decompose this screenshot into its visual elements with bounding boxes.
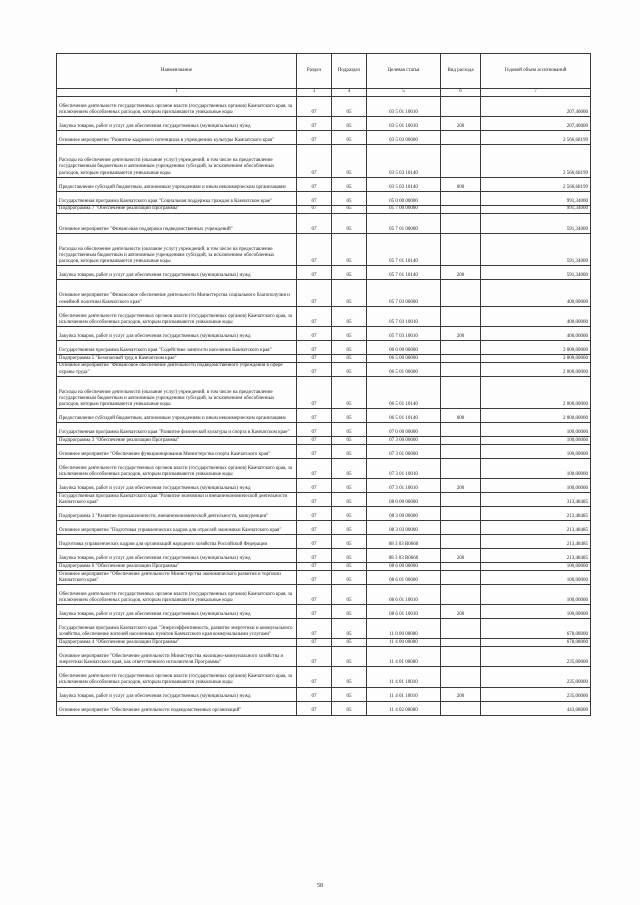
- row-razdel: 07: [297, 97, 332, 117]
- row-name: Закупка товаров, работ и услуг для обеспечения государственных (муниципальных) нужд: [57, 117, 297, 131]
- row-amount: 213,48485: [481, 507, 591, 521]
- row-podrazdel: 05: [332, 306, 367, 326]
- row-name: Подпрограмма 6 "Обеспечение реализации Программы": [57, 563, 297, 571]
- table-row: [57, 117, 591, 131]
- row-razdel: 07: [297, 233, 332, 266]
- row-expense-type: [441, 233, 481, 266]
- row-target-article: 08 6 01 10010: [367, 605, 441, 619]
- row-amount: 2 000,00000: [481, 376, 591, 409]
- row-name: Государственная программа Камчатского края "Энергоэффективность, развитие энергетики и коммунального хозяйства, обеспечение жителей населенных пунктов Камчатского края коммунальными услугами": [57, 619, 297, 639]
- table-row: [57, 280, 591, 306]
- row-name: Основное мероприятие "Обеспечение функционирования Министерства спорта Камчатского края": [57, 445, 297, 459]
- row-expense-type: [441, 667, 481, 687]
- row-target-article: 06 0 00 00000: [367, 340, 441, 354]
- row-expense-type: 600: [441, 409, 481, 423]
- row-target-article: 06 5 00 00000: [367, 354, 441, 362]
- row-amount: 213,48485: [481, 535, 591, 549]
- row-amount: 100,00000: [481, 437, 591, 445]
- table-row: [57, 177, 591, 191]
- row-target-article: 11 4 02 00000: [367, 701, 441, 715]
- row-target-article: 11 4 01 10010: [367, 667, 441, 687]
- row-razdel: 07: [297, 585, 332, 605]
- header-target-article: Целевая статья: [367, 54, 441, 89]
- row-amount: 2 566,68199: [481, 177, 591, 191]
- row-expense-type: [441, 647, 481, 667]
- table-row: [57, 619, 591, 639]
- table-row: [57, 233, 591, 266]
- row-target-article: 08 3 00 00000: [367, 507, 441, 521]
- row-podrazdel: 05: [332, 459, 367, 479]
- row-name: Основное мероприятие "Финансовая поддержка подведомственных учреждений": [57, 213, 297, 233]
- row-amount: 591,34000: [481, 266, 591, 280]
- row-amount: 2 000,00000: [481, 409, 591, 423]
- row-expense-type: [441, 354, 481, 362]
- row-podrazdel: 05: [332, 97, 367, 117]
- row-amount: 400,00000: [481, 306, 591, 326]
- row-expense-type: [441, 340, 481, 354]
- row-amount: 100,00000: [481, 479, 591, 493]
- row-podrazdel: 05: [332, 362, 367, 376]
- row-name: Государственная программа Камчатского края "Содействие занятости населения Камчатского края": [57, 340, 297, 354]
- row-amount: 100,00000: [481, 423, 591, 437]
- row-amount: 235,00000: [481, 687, 591, 701]
- row-name: Государственная программа Камчатского края "Развитие физической культуры и спорта в Камчатском крае": [57, 423, 297, 437]
- row-expense-type: [441, 521, 481, 535]
- row-podrazdel: 05: [332, 409, 367, 423]
- row-amount: 313,48485: [481, 493, 591, 507]
- row-target-article: 03 5 03 10140: [367, 177, 441, 191]
- row-expense-type: [441, 619, 481, 639]
- row-razdel: 07: [297, 535, 332, 549]
- table-row: [57, 479, 591, 493]
- row-razdel: 07: [297, 340, 332, 354]
- row-razdel: 07: [297, 667, 332, 687]
- row-name: Подпрограмма 7 "Обеспечение реализации Программы": [57, 205, 297, 213]
- row-target-article: 07 3 01 00000: [367, 445, 441, 459]
- row-podrazdel: 05: [332, 585, 367, 605]
- row-target-article: 05 7 03 10010: [367, 306, 441, 326]
- row-target-article: 11 4 00 00000: [367, 639, 441, 647]
- header-name: Наименование: [57, 54, 297, 89]
- row-expense-type: [441, 423, 481, 437]
- row-amount: 100,00000: [481, 445, 591, 459]
- row-razdel: 07: [297, 423, 332, 437]
- row-amount: 991,34000: [481, 205, 591, 213]
- row-podrazdel: 05: [332, 619, 367, 639]
- row-amount: 2 000,00000: [481, 362, 591, 376]
- row-amount: 100,00000: [481, 585, 591, 605]
- row-podrazdel: 05: [332, 437, 367, 445]
- row-podrazdel: 05: [332, 687, 367, 701]
- row-amount: 991,34000: [481, 191, 591, 205]
- column-number: 1: [57, 89, 297, 97]
- table-row: [57, 507, 591, 521]
- row-razdel: 07: [297, 507, 332, 521]
- row-podrazdel: 05: [332, 191, 367, 205]
- row-target-article: 08 3 03 00000: [367, 521, 441, 535]
- row-podrazdel: 05: [332, 131, 367, 145]
- table-row: [57, 563, 591, 571]
- row-target-article: 03 5 03 00000: [367, 131, 441, 145]
- row-name: Закупка товаров, работ и услуг для обеспечения государственных (муниципальных) нужд: [57, 605, 297, 619]
- row-target-article: 11 4 01 10010: [367, 687, 441, 701]
- row-podrazdel: 05: [332, 326, 367, 340]
- row-name: Закупка товаров, работ и услуг для обеспечения государственных (муниципальных) нужд: [57, 326, 297, 340]
- row-name: Основное мероприятие "Развитие кадрового потенциала в учреждениях культуры Камчатского края": [57, 131, 297, 145]
- row-target-article: 08 3 03 R0660: [367, 549, 441, 563]
- row-podrazdel: 05: [332, 549, 367, 563]
- row-razdel: 07: [297, 521, 332, 535]
- row-podrazdel: 05: [332, 639, 367, 647]
- row-target-article: 05 0 00 00000: [367, 191, 441, 205]
- row-name: Обеспечение деятельности государственных органов власти (государственных органов) Камчатского края, за исключением обособленных расходов, которым присваиваются уникальные коды: [57, 585, 297, 605]
- table-row: [57, 376, 591, 409]
- row-razdel: 07: [297, 354, 332, 362]
- row-podrazdel: 05: [332, 647, 367, 667]
- row-razdel: 07: [297, 493, 332, 507]
- row-razdel: 07: [297, 459, 332, 479]
- row-expense-type: 200: [441, 479, 481, 493]
- row-amount: 207,40000: [481, 117, 591, 131]
- table-row: [57, 437, 591, 445]
- row-name: Предоставление субсидий бюджетным, автономным учреждениям и иным некоммерческим организациям: [57, 177, 297, 191]
- row-razdel: 07: [297, 205, 332, 213]
- table-row: [57, 571, 591, 585]
- row-expense-type: 200: [441, 605, 481, 619]
- row-name: Обеспечение деятельности государственных органов власти (государственных органов) Камчатского края, за исключением обособленных расходов, которым присваиваются уникальные коды: [57, 97, 297, 117]
- table-row: [57, 409, 591, 423]
- row-name: Подпрограмма 5 "Безопасный труд в Камчатском крае": [57, 354, 297, 362]
- row-razdel: 07: [297, 445, 332, 459]
- row-name: Закупка товаров, работ и услуг для обеспечения государственных (муниципальных) нужд: [57, 266, 297, 280]
- row-expense-type: 200: [441, 549, 481, 563]
- table-row: [57, 549, 591, 563]
- row-podrazdel: 05: [332, 535, 367, 549]
- row-amount: 591,34000: [481, 213, 591, 233]
- row-razdel: 07: [297, 563, 332, 571]
- row-amount: 2 566,68199: [481, 145, 591, 178]
- row-amount: 443,08000: [481, 701, 591, 715]
- row-target-article: 03 5 01 10010: [367, 117, 441, 131]
- row-amount: 213,48485: [481, 521, 591, 535]
- row-expense-type: [441, 280, 481, 306]
- row-name: Предоставление субсидий бюджетным, автономным учреждениям и иным некоммерческим организациям: [57, 409, 297, 423]
- row-podrazdel: 05: [332, 423, 367, 437]
- table-row: [57, 667, 591, 687]
- row-podrazdel: 05: [332, 266, 367, 280]
- row-podrazdel: 05: [332, 340, 367, 354]
- row-podrazdel: 05: [332, 445, 367, 459]
- row-podrazdel: 05: [332, 493, 367, 507]
- row-razdel: 07: [297, 701, 332, 715]
- table-row: [57, 131, 591, 145]
- row-name: Основное мероприятие "Обеспечение деятельности Министерства экономического развития и торговли Камчатского края": [57, 571, 297, 585]
- budget-table: [56, 53, 591, 716]
- row-target-article: 06 5 01 00000: [367, 362, 441, 376]
- column-number: 7: [481, 89, 591, 97]
- row-expense-type: [441, 701, 481, 715]
- row-podrazdel: 05: [332, 117, 367, 131]
- row-expense-type: [441, 507, 481, 521]
- row-name: Подпрограмма 3 "Обеспечение реализации Программы": [57, 437, 297, 445]
- row-podrazdel: 05: [332, 233, 367, 266]
- row-expense-type: [441, 213, 481, 233]
- row-podrazdel: 05: [332, 213, 367, 233]
- row-target-article: 07 0 00 00000: [367, 423, 441, 437]
- column-number: 5: [367, 89, 441, 97]
- row-amount: 678,08000: [481, 639, 591, 647]
- row-razdel: 07: [297, 326, 332, 340]
- row-podrazdel: 05: [332, 145, 367, 178]
- row-target-article: 07 3 01 10010: [367, 479, 441, 493]
- row-razdel: 07: [297, 177, 332, 191]
- row-expense-type: 600: [441, 177, 481, 191]
- row-razdel: 07: [297, 191, 332, 205]
- row-amount: 591,34000: [481, 233, 591, 266]
- row-target-article: 11 0 00 00000: [367, 619, 441, 639]
- row-target-article: 08 6 00 00000: [367, 563, 441, 571]
- row-target-article: 03 5 01 10010: [367, 97, 441, 117]
- table-row: [57, 191, 591, 205]
- row-expense-type: [441, 191, 481, 205]
- row-amount: 400,00000: [481, 280, 591, 306]
- row-target-article: 08 6 01 00000: [367, 571, 441, 585]
- row-name: Закупка товаров, работ и услуг для обеспечения государственных (муниципальных) нужд: [57, 479, 297, 493]
- table-row: [57, 326, 591, 340]
- row-expense-type: [441, 571, 481, 585]
- row-target-article: 06 5 01 10140: [367, 376, 441, 409]
- table-row: [57, 423, 591, 437]
- table-row: [57, 266, 591, 280]
- row-target-article: 08 0 00 00000: [367, 493, 441, 507]
- table-row: [57, 605, 591, 619]
- row-name: Закупка товаров, работ и услуг для обеспечения государственных (муниципальных) нужд: [57, 549, 297, 563]
- row-target-article: 07 3 00 00000: [367, 437, 441, 445]
- row-razdel: 07: [297, 131, 332, 145]
- row-expense-type: [441, 535, 481, 549]
- header-expense-type: Вид расхода: [441, 54, 481, 89]
- table-row: [57, 521, 591, 535]
- table-row: [57, 97, 591, 117]
- row-amount: 100,00000: [481, 605, 591, 619]
- row-amount: 678,08000: [481, 619, 591, 639]
- table-row: [57, 213, 591, 233]
- row-razdel: 07: [297, 409, 332, 423]
- row-amount: 100,00000: [481, 571, 591, 585]
- row-name: Основное мероприятие "Финансовое обеспечение деятельности Министерства социального благополучия и семейной политики Камчатского края": [57, 280, 297, 306]
- row-expense-type: [441, 376, 481, 409]
- row-target-article: 06 5 01 10140: [367, 409, 441, 423]
- row-expense-type: [441, 306, 481, 326]
- row-podrazdel: 05: [332, 376, 367, 409]
- row-amount: 400,00000: [481, 326, 591, 340]
- row-razdel: 07: [297, 647, 332, 667]
- row-expense-type: 200: [441, 266, 481, 280]
- row-name: Основное мероприятие "Подготовка управленческих кадров для отраслей экономики Камчатского края": [57, 521, 297, 535]
- row-podrazdel: 05: [332, 605, 367, 619]
- row-expense-type: [441, 437, 481, 445]
- row-podrazdel: 05: [332, 701, 367, 715]
- row-amount: 235,00000: [481, 667, 591, 687]
- row-amount: 100,00000: [481, 563, 591, 571]
- table-row: [57, 701, 591, 715]
- row-amount: 2 000,00000: [481, 340, 591, 354]
- table-row: [57, 205, 591, 213]
- row-podrazdel: 05: [332, 507, 367, 521]
- row-expense-type: [441, 459, 481, 479]
- row-name: Обеспечение деятельности государственных органов власти (государственных органов) Камчатского края, за исключением обособленных расходов, которым присваиваются уникальные коды: [57, 667, 297, 687]
- column-number: 3: [297, 89, 332, 97]
- table-row: [57, 306, 591, 326]
- table-row: [57, 493, 591, 507]
- row-amount: 213,48485: [481, 549, 591, 563]
- row-razdel: 07: [297, 280, 332, 306]
- row-name: Расходы на обеспечение деятельности (оказание услуг) учреждений, в том числе на предоставление государственным бюджетным и автономным учреждениям субсидий, за исключением обособленных расходов, которым присваиваются уникальные коды: [57, 376, 297, 409]
- row-expense-type: [441, 131, 481, 145]
- table-row: [57, 535, 591, 549]
- row-podrazdel: 05: [332, 479, 367, 493]
- row-target-article: 05 7 03 00000: [367, 280, 441, 306]
- row-target-article: 05 7 01 10140: [367, 266, 441, 280]
- row-razdel: 07: [297, 145, 332, 178]
- table-row: [57, 585, 591, 605]
- row-amount: 207,40000: [481, 97, 591, 117]
- table-header-row: [57, 54, 591, 89]
- row-razdel: 07: [297, 362, 332, 376]
- row-name: Расходы на обеспечение деятельности (оказание услуг) учреждений, в том числе на предоставление государственным бюджетным и автономным учреждениям субсидий, за исключением обособленных расходов, которым присваиваются уникальные коды: [57, 233, 297, 266]
- row-razdel: 07: [297, 479, 332, 493]
- row-target-article: 05 7 03 10010: [367, 326, 441, 340]
- row-target-article: 05 7 00 00000: [367, 205, 441, 213]
- row-expense-type: [441, 493, 481, 507]
- table-row: [57, 639, 591, 647]
- table-row: [57, 354, 591, 362]
- row-expense-type: [441, 563, 481, 571]
- row-target-article: 08 6 01 10010: [367, 585, 441, 605]
- row-expense-type: [441, 362, 481, 376]
- header-podrazdel: Подраздел: [332, 54, 367, 89]
- table-row: [57, 687, 591, 701]
- row-expense-type: 200: [441, 687, 481, 701]
- table-row: [57, 445, 591, 459]
- row-razdel: 07: [297, 213, 332, 233]
- row-amount: 2 000,00000: [481, 354, 591, 362]
- row-expense-type: [441, 145, 481, 178]
- table-row: [57, 340, 591, 354]
- row-razdel: 07: [297, 687, 332, 701]
- row-razdel: 07: [297, 571, 332, 585]
- row-podrazdel: 05: [332, 667, 367, 687]
- row-name: Обеспечение деятельности государственных органов власти (государственных органов) Камчатского края, за исключением обособленных расходов, которым присваиваются уникальные коды: [57, 459, 297, 479]
- row-razdel: 07: [297, 306, 332, 326]
- row-amount: 2 566,68199: [481, 131, 591, 145]
- row-name: Расходы на обеспечение деятельности (оказание услуг) учреждений, в том числе на предоставление государственным бюджетным и автономным учреждениям субсидий, за исключением обособленных расходов, которым присваиваются уникальные коды: [57, 145, 297, 178]
- row-podrazdel: 05: [332, 354, 367, 362]
- row-expense-type: [441, 639, 481, 647]
- table-row: [57, 459, 591, 479]
- row-expense-type: 200: [441, 326, 481, 340]
- row-podrazdel: 05: [332, 177, 367, 191]
- row-name: Обеспечение деятельности государственных органов власти (государственных органов) Камчатского края, за исключением обособленных расходов, которым присваиваются уникальные коды: [57, 306, 297, 326]
- header-razdel: Раздел: [297, 54, 332, 89]
- header-annual-amount: Годовой объем ассигнований: [481, 54, 591, 89]
- row-expense-type: [441, 205, 481, 213]
- row-podrazdel: 05: [332, 571, 367, 585]
- table-row: [57, 362, 591, 376]
- row-name: Закупка товаров, работ и услуг для обеспечения государственных (муниципальных) нужд: [57, 687, 297, 701]
- row-amount: 235,00000: [481, 647, 591, 667]
- page-number: 58: [317, 883, 323, 889]
- row-razdel: 07: [297, 639, 332, 647]
- row-name: Государственная программа Камчатского края "Социальная поддержка граждан в Камчатском крае": [57, 191, 297, 205]
- row-name: Подготовка управленческих кадров для организаций народного хозяйства Российской Федерации: [57, 535, 297, 549]
- row-name: Основное мероприятие "Обеспечение деятельности Министерства жилищно-коммунального хозяйства и энергетики Камчатского края, как ответственного исполнителя Программы": [57, 647, 297, 667]
- row-amount: 100,00000: [481, 459, 591, 479]
- row-expense-type: 200: [441, 117, 481, 131]
- row-razdel: 07: [297, 376, 332, 409]
- row-razdel: 07: [297, 619, 332, 639]
- column-number: 6: [441, 89, 481, 97]
- row-name: Подпрограмма 3 "Развитие промышленности, внешнеэкономической деятельности, конкуренции": [57, 507, 297, 521]
- column-number-row: [57, 89, 591, 97]
- row-target-article: 11 4 01 00000: [367, 647, 441, 667]
- row-podrazdel: 05: [332, 280, 367, 306]
- row-target-article: 05 7 01 10140: [367, 233, 441, 266]
- row-razdel: 07: [297, 266, 332, 280]
- row-expense-type: [441, 97, 481, 117]
- row-expense-type: [441, 585, 481, 605]
- row-razdel: 07: [297, 549, 332, 563]
- row-razdel: 07: [297, 605, 332, 619]
- table-row: [57, 145, 591, 178]
- table-row: [57, 647, 591, 667]
- row-razdel: 07: [297, 117, 332, 131]
- row-podrazdel: 05: [332, 521, 367, 535]
- row-expense-type: [441, 445, 481, 459]
- row-target-article: 07 3 01 10010: [367, 459, 441, 479]
- row-target-article: 03 5 03 10140: [367, 145, 441, 178]
- row-razdel: 07: [297, 437, 332, 445]
- column-number: 4: [332, 89, 367, 97]
- row-podrazdel: 05: [332, 563, 367, 571]
- row-podrazdel: 05: [332, 205, 367, 213]
- row-target-article: 05 7 01 00000: [367, 213, 441, 233]
- table-body: [57, 97, 591, 716]
- row-name: Основное мероприятие "Обеспечение деятельности подведомственных организаций": [57, 701, 297, 715]
- row-target-article: 08 3 03 R0660: [367, 535, 441, 549]
- row-name: Государственная программа Камчатского края "Развитие экономики и внешнеэкономической деятельности Камчатского края": [57, 493, 297, 507]
- row-name: Подпрограмма 4 "Обеспечение реализации Программы": [57, 639, 297, 647]
- row-name: Основное мероприятие "Финансовое обеспечение деятельности подведомственного учреждения в сфере охраны труда": [57, 362, 297, 376]
